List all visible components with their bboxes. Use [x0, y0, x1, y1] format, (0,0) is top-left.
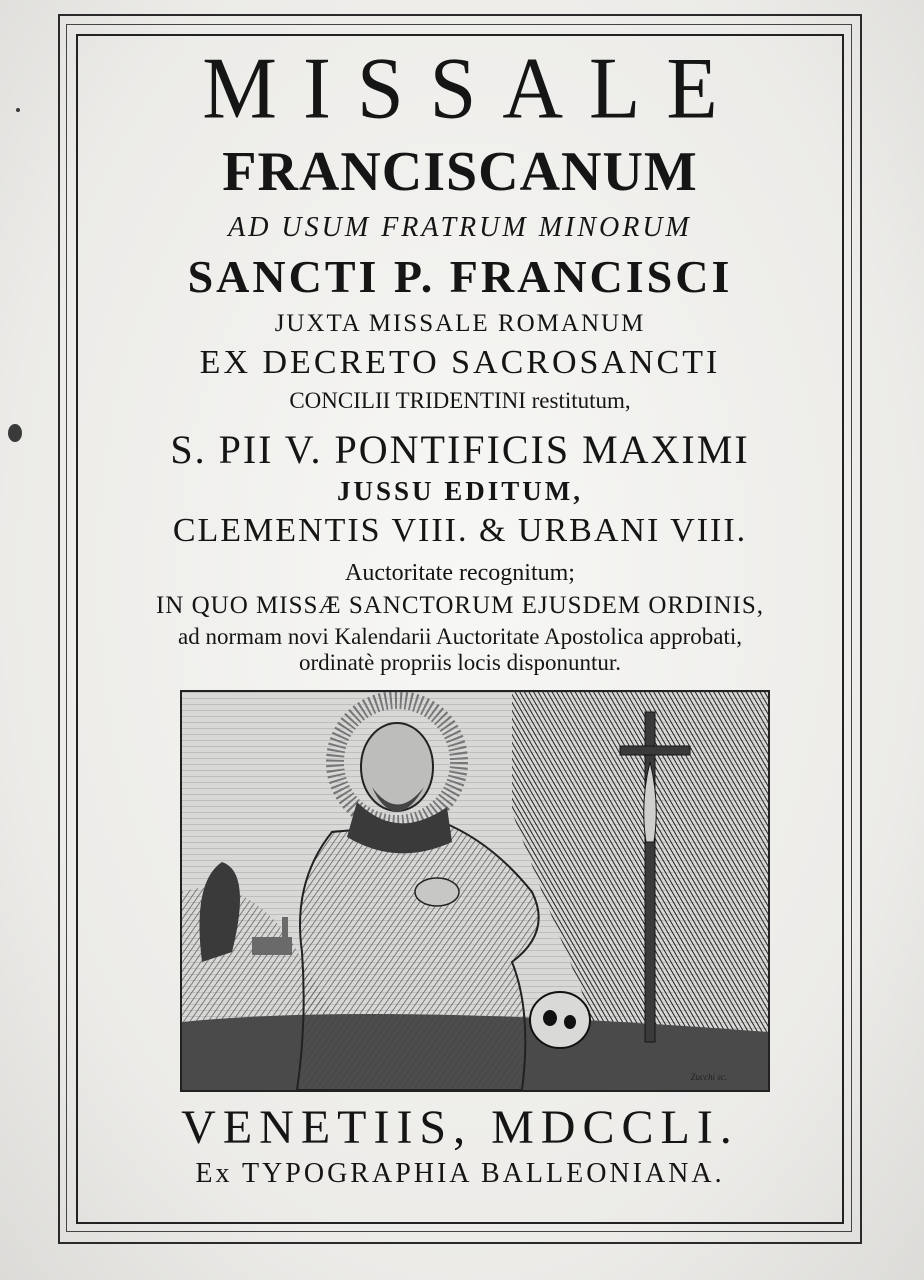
title-franciscanum: FRANCISCANUM [222, 141, 698, 203]
engraving-st-francis [180, 690, 770, 1092]
robe [297, 822, 539, 1090]
text-jussu-editum: JUSSU EDITUM, [336, 476, 584, 506]
subtitle-ad-usum: AD USUM FRATRUM MINORUM [228, 212, 692, 243]
title-missale: MISSALE [202, 39, 744, 138]
text-clementis: CLEMENTIS VIII. & URBANI VIII. [172, 512, 748, 549]
skull [530, 992, 590, 1048]
engraver-signature: Zucchi sc. [690, 1072, 727, 1082]
text-juxta-missale: JUXTA MISSALE ROMANUM [274, 310, 646, 337]
ink-stain [8, 424, 22, 442]
imprint-place-date: VENETIIS, MDCCLI. [181, 1101, 739, 1154]
text-concilii: CONCILII TRIDENTINI restitutum, [289, 388, 631, 413]
text-ad-normam: ad normam novi Kalendarii Auctoritate Apostolica approbati, [178, 624, 742, 649]
hand-on-chest [415, 878, 459, 906]
text-ex-decreto: EX DECRETO SACROSANCTI [199, 344, 721, 381]
text-auctoritate: Auctoritate recognitum; [345, 560, 575, 586]
imprint-printer: Ex TYPOGRAPHIA BALLEONIANA. [195, 1158, 725, 1189]
text-pii-v: S. PII V. PONTIFICIS MAXIMI [170, 427, 750, 472]
subtitle-sancti-francisci: SANCTI P. FRANCISCI [187, 251, 733, 302]
head [361, 723, 433, 811]
text-in-quo: IN QUO MISSÆ SANCTORUM EJUSDEM ORDINIS, [155, 592, 765, 619]
ink-speck [16, 108, 20, 112]
text-ordinate: ordinatè propriis locis disponuntur. [299, 650, 621, 675]
